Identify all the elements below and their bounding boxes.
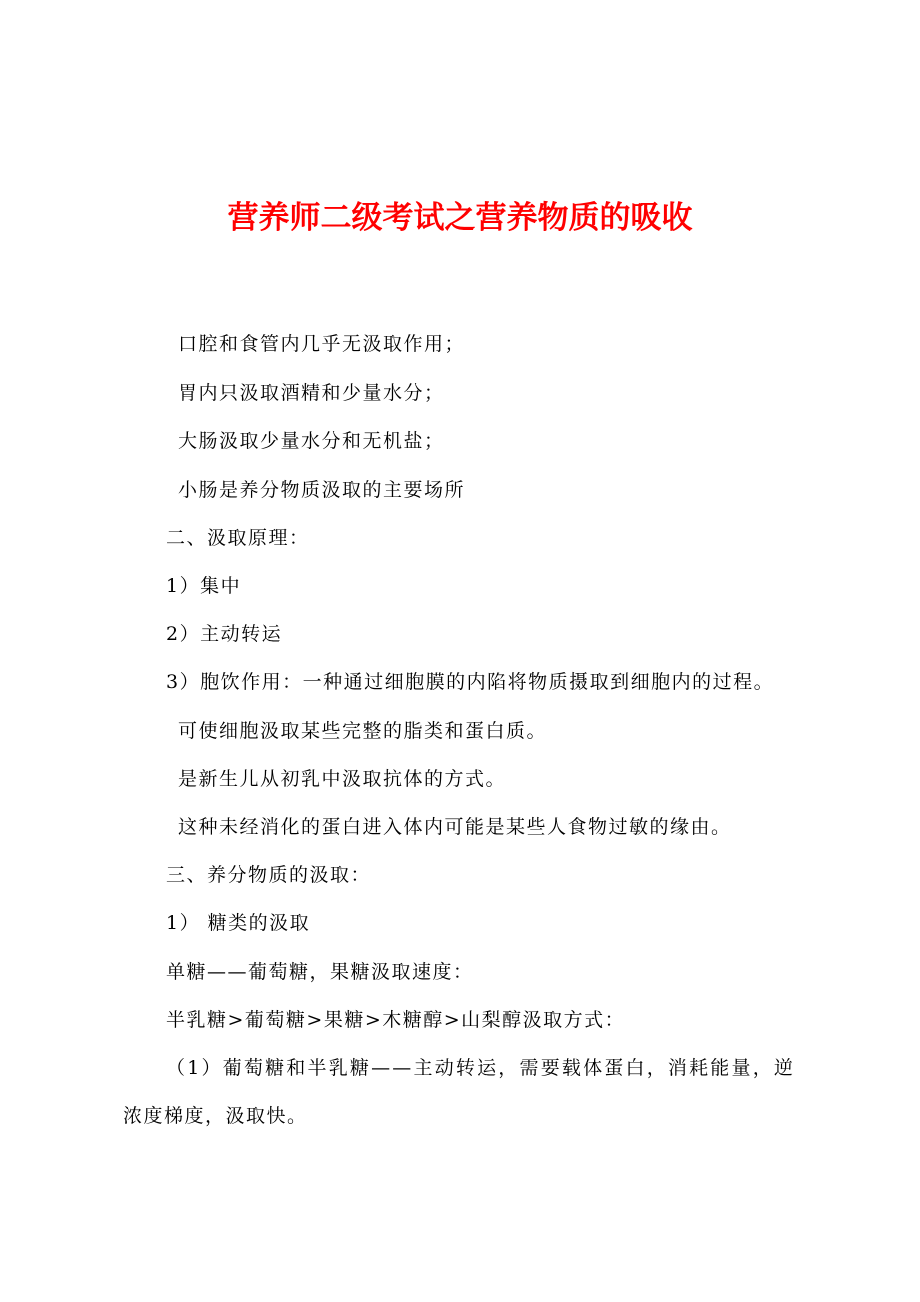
paragraph-line: 是新生儿从初乳中汲取抗体的方式。 (178, 768, 507, 790)
list-item: 3）胞饮作用：一种通过细胞膜的内陷将物质摄取到细胞内的过程。 (166, 671, 775, 693)
section-heading: 三、养分物质的汲取： (166, 864, 372, 886)
paragraph-line: 小肠是养分物质汲取的主要场所 (178, 479, 466, 501)
paragraph-line: 可使细胞汲取某些完整的脂类和蛋白质。 (178, 720, 548, 742)
paragraph-line: 单糖——葡萄糖，果糖汲取速度： (166, 961, 474, 983)
paragraph-line: 半乳糖>葡萄糖>果糖>木糖醇>山梨醇汲取方式： (166, 1009, 626, 1031)
section-heading: 二、汲取原理： (166, 527, 310, 549)
paragraph-line: 口腔和食管内几乎无汲取作用； (178, 333, 466, 355)
document-title: 营养师二级考试之营养物质的吸收 (227, 200, 693, 236)
paragraph-line: 浓度梯度，汲取快。 (123, 1105, 308, 1127)
paragraph-line: 胃内只汲取酒精和少量水分； (178, 382, 445, 404)
list-item: 2）主动转运 (166, 623, 283, 645)
list-item: 1） 糖类的汲取 (166, 912, 311, 934)
paragraph-line: 这种未经消化的蛋白进入体内可能是某些人食物过敏的缘由。 (178, 816, 732, 838)
paragraph-line: 大肠汲取少量水分和无机盐； (178, 430, 445, 452)
list-item: 1）集中 (166, 575, 242, 597)
paragraph-line: （1）葡萄糖和半乳糖——主动转运，需要载体蛋白，消耗能量，逆 (166, 1057, 796, 1079)
